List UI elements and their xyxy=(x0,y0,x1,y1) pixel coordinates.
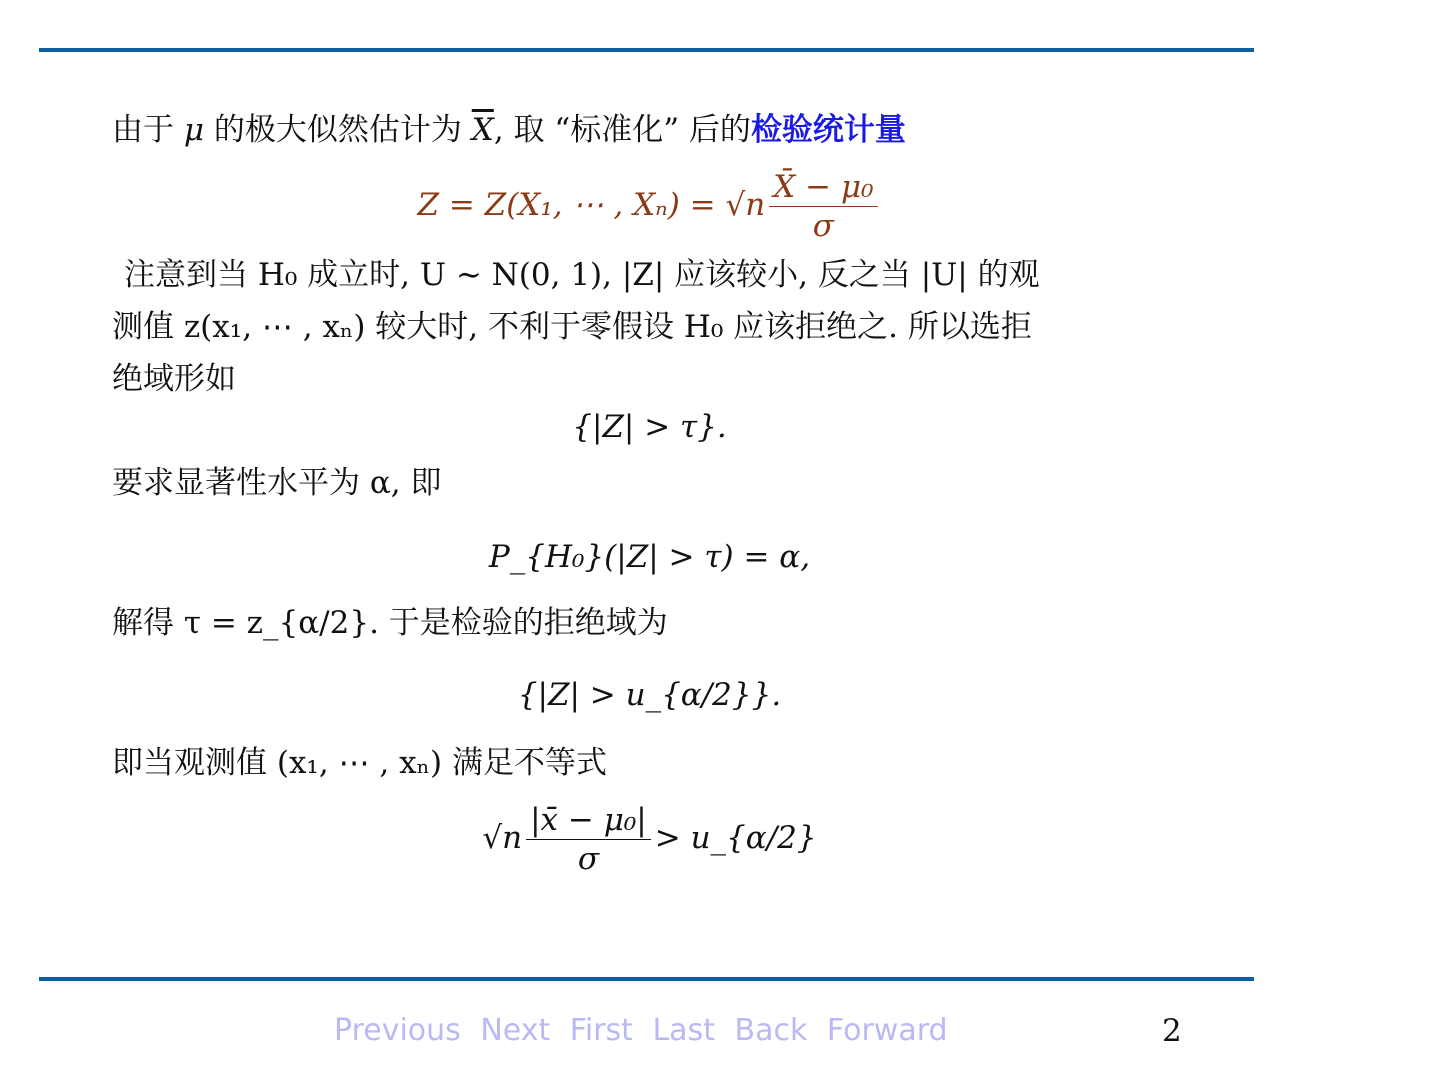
paragraph-4-text: 解得 τ = z_{α/2}. 于是检验的拒绝域为 xyxy=(112,605,668,642)
nav-previous-link[interactable]: Previous xyxy=(334,1013,461,1048)
inequality-denominator: σ xyxy=(577,841,600,878)
formula-z-denominator: σ xyxy=(812,208,834,245)
test-inequality xyxy=(112,803,1187,876)
bottom-rule xyxy=(39,977,1254,981)
nav-first-link[interactable]: First xyxy=(569,1013,633,1048)
paragraph-2-line-2: 测值 z(x₁, ⋯ , xₙ) 较大时, 不利于零假设 H₀ 应该拒绝之. 所以选拒 xyxy=(112,309,1032,346)
paragraph-2-line-3: 绝域形如 xyxy=(112,361,236,398)
paragraph-3 xyxy=(112,457,1187,509)
nav-last-link[interactable]: Last xyxy=(652,1013,715,1048)
navigation-bar xyxy=(334,1013,958,1048)
probability-equation-text: P_{H₀}(|Z| > τ) = α, xyxy=(488,539,811,576)
formula-z-numerator: X̄ − μ₀ xyxy=(769,170,877,207)
text-segment: 的极大似然估计为 xyxy=(213,112,462,148)
slide-content xyxy=(112,104,1187,876)
text-segment: 由于 xyxy=(112,112,174,148)
math-xbar: $\overline{X}$ xyxy=(471,112,494,148)
region-2-text: {|Z| > u_{α/2}}. xyxy=(517,677,782,714)
formula-z xyxy=(112,170,1187,243)
math-mu: μ xyxy=(183,112,205,148)
paragraph-2 xyxy=(112,249,1187,405)
paragraph-1 xyxy=(112,104,1187,156)
nav-next-link[interactable]: Next xyxy=(480,1013,551,1048)
formula-z-lhs: Z = Z(X₁, ⋯ , Xₙ) = √n xyxy=(417,187,766,224)
paragraph-4 xyxy=(112,597,1187,649)
region-1-text: {|Z| > τ}. xyxy=(572,409,727,446)
text-segment: , 取 “标准化” 后的 xyxy=(493,112,751,148)
formula-z-fraction xyxy=(769,170,877,243)
probability-equation xyxy=(112,539,1187,575)
inequality-numerator: |x̄ − μ₀| xyxy=(526,803,651,840)
paragraph-5 xyxy=(112,737,1187,789)
rejection-region-1 xyxy=(112,409,1187,445)
nav-forward-link[interactable]: Forward xyxy=(826,1013,948,1048)
highlight-term: 检验统计量 xyxy=(750,112,906,148)
inequality-sqrt: √n xyxy=(482,820,523,857)
paragraph-2-line-1: 注意到当 H₀ 成立时, U ∼ N(0, 1), |Z| 应该较小, 反之当 |U| 的观 xyxy=(124,257,1040,294)
page-number: 2 xyxy=(1162,1013,1182,1049)
top-rule xyxy=(39,48,1254,52)
paragraph-3-text: 要求显著性水平为 α, 即 xyxy=(112,465,442,502)
rejection-region-2 xyxy=(112,677,1187,713)
paragraph-5-text: 即当观测值 (x₁, ⋯ , xₙ) 满足不等式 xyxy=(112,745,607,782)
inequality-rhs: > u_{α/2} xyxy=(654,820,817,857)
inequality-fraction xyxy=(526,803,651,876)
nav-back-link[interactable]: Back xyxy=(734,1013,808,1048)
